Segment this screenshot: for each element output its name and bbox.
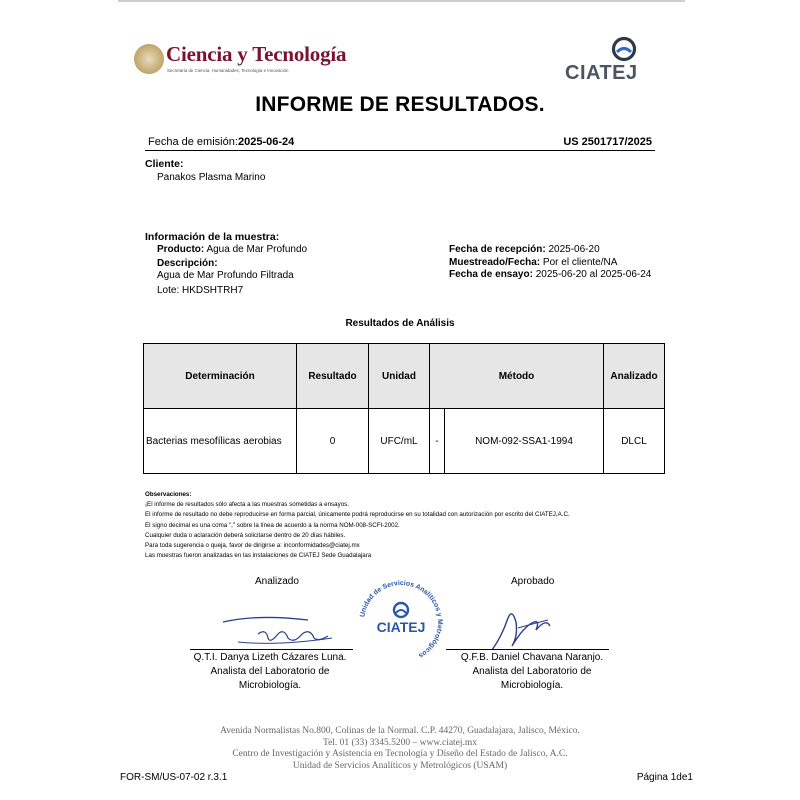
analyst-role-2: Microbiología.: [238, 680, 302, 691]
ciencia-tecnologia-logo: [134, 40, 347, 80]
cell-analyzed: DLCL: [604, 409, 665, 474]
col-result: Resultado: [297, 344, 369, 409]
sampled-label: Muestreado/Fecha:: [449, 257, 541, 268]
client-label: Cliente:: [145, 158, 184, 170]
footer-line: Tel. 01 (33) 3345.5200 – www.ciatej.mx: [322, 737, 478, 748]
cell-dash: -: [430, 409, 445, 474]
issue-row: [145, 136, 655, 151]
table-row: [144, 409, 665, 474]
observation-line: Para toda sugerencia o queja, favor de dirigirse a: inconformidades@ciatej.mx: [145, 542, 360, 550]
description-value: Agua de Mar Profundo Filtrada: [157, 270, 294, 281]
approver-role-2: Microbiología.: [500, 680, 564, 691]
ciatej-logo: [565, 36, 655, 86]
observation-line: Cualquier duda o aclaración deberá solicitarse dentro de 20 días hábiles.: [145, 531, 346, 539]
results-section-title: Resultados de Análisis: [345, 318, 455, 329]
observation-line: El informe de resultado no debe reproducirse en forma parcial, únicamente podrá reproducirse en su totalidad con autorización por escrito del CIATEJ,A.C.: [145, 511, 570, 519]
analyst-role-1: Analista del Laboratorio de: [210, 666, 330, 677]
logo-subtitle: Secretaría de Ciencia, Humanidades, Tecnología e Innovación: [167, 68, 289, 73]
approver-signature: [488, 606, 558, 654]
report-title: INFORME DE RESULTADOS.: [255, 93, 545, 116]
col-determination: Determinación: [144, 344, 297, 409]
observation-line: ¡El informe de resultados sólo afecta a las muestras sometidas a ensayos.: [145, 501, 349, 509]
issue-date-label: Fecha de emisión:: [148, 136, 238, 148]
results-table: [143, 343, 665, 474]
footer-line: Unidad de Servicios Analíticos y Metrológicos (USAM): [292, 760, 508, 771]
product-label: Producto:: [157, 244, 205, 255]
sampled-value: Por el cliente/NA: [542, 257, 618, 268]
national-seal-icon: [134, 44, 164, 74]
reception-label: Fecha de recepción:: [449, 244, 546, 255]
cell-method: NOM-092-SSA1-1994: [445, 409, 604, 474]
approved-heading: Aprobado: [511, 576, 555, 587]
analyst-signature: [218, 608, 338, 650]
lot-number: Lote: HKDSHTRH7: [157, 285, 244, 296]
col-analyzed: Analizado: [604, 344, 665, 409]
observation-line: El signo decimal es una coma "," sobre la línea de acuerdo a la norma NOM-008-SCFI-2002.: [145, 521, 400, 529]
observations-title: Observaciones:: [145, 491, 192, 498]
client-name: Panakos Plasma Marino: [157, 172, 266, 183]
ciatej-wordmark: CIATEJ: [565, 62, 638, 84]
description-label: Descripción:: [157, 258, 218, 269]
cell-result: 0: [297, 409, 369, 474]
ciatej-mark-icon: [611, 36, 637, 62]
reception-line: [449, 244, 600, 255]
approver-block: [432, 651, 632, 693]
analyst-name: Q.T.I. Danya Lizeth Cázares Luna.: [193, 652, 347, 663]
results-header-row: [144, 344, 665, 409]
observation-line: Las muestras fueron analizadas en las instalaciones de CIATEJ Sede Guadalajara: [145, 552, 372, 560]
form-code: FOR-SM/US-07-02 r.3.1: [120, 772, 228, 783]
top-edge-line: [118, 0, 685, 2]
footer-line: Centro de Investigación y Asistencia en Tecnología y Diseño del Estado de Jalisco, A.C.: [232, 749, 568, 759]
test-date-label: Fecha de ensayo:: [449, 269, 533, 280]
col-unit: Unidad: [369, 344, 430, 409]
issue-date-value: 2025-06-24: [238, 136, 295, 148]
col-method: Método: [430, 344, 604, 409]
approver-role-1: Analista del Laboratorio de: [472, 666, 592, 677]
page-number: Página 1de1: [636, 772, 693, 783]
cell-determination: Bacterias mesofílicas aerobias: [144, 409, 297, 474]
approver-name: Q.F.B. Daniel Chavana Naranjo.: [460, 652, 604, 663]
report-code: US 2501717/2025: [563, 136, 652, 148]
stamp-ring-text: Unidad de Servicios Analíticos y Metrológicos: [359, 579, 444, 660]
approver-signature-line: [446, 649, 609, 650]
footer-line: Avenida Normalistas No.800, Colinas de la Normal. C.P. 44270, Guadalajara, Jalisco, México.: [220, 726, 580, 736]
analyst-block: [170, 651, 370, 693]
stamp-center-text: CIATEJ: [376, 619, 426, 635]
test-date-value: 2025-06-20 al 2025-06-24: [535, 269, 652, 280]
product-value: Agua de Mar Profundo: [206, 244, 308, 255]
test-date-line: [449, 269, 651, 280]
analyzed-heading: Analizado: [255, 576, 299, 587]
sample-section-label: Información de la muestra:: [145, 231, 280, 243]
logo-title: Ciencia y Tecnología: [166, 42, 347, 66]
product-line: [157, 244, 307, 255]
observations: [145, 490, 570, 561]
analyst-signature-line: [190, 649, 353, 650]
reception-value: 2025-06-20: [548, 244, 600, 255]
cell-unit: UFC/mL: [369, 409, 430, 474]
footer-address: [0, 726, 800, 772]
sampled-line: [449, 257, 617, 268]
